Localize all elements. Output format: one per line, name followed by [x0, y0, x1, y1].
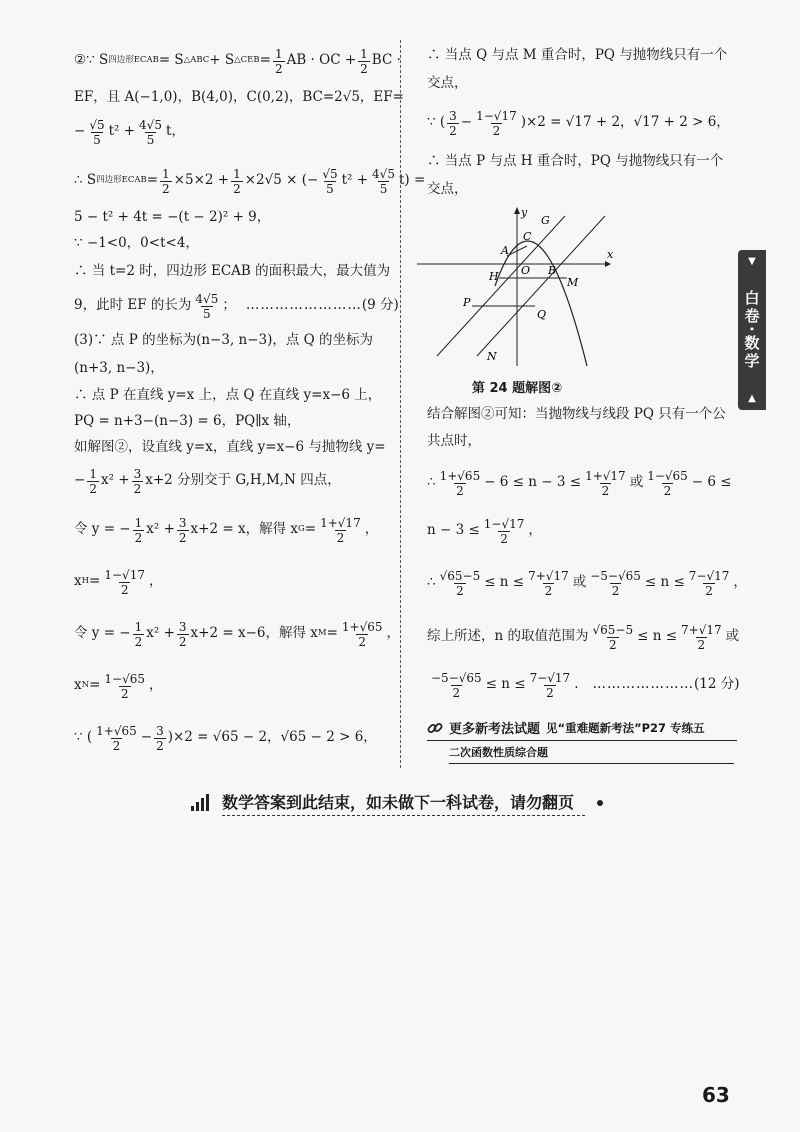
eq-part3-intro: (3)∵ 点 P 的坐标为(n−3, n−3)，点 Q 的坐标为: [74, 332, 374, 348]
parabola-curve: [495, 241, 587, 366]
score-label: (12 分): [693, 676, 740, 693]
dot-icon: [595, 798, 605, 808]
eq-area-sum: ②∵ S 四边形ECAB = S △ABC + S △CEB = $\frac{1}{2}$ AB · OC + $\frac{1}{2}$ BC ·: [74, 46, 401, 76]
fraction: $\frac{-5-√65}{2}$: [590, 568, 641, 598]
fraction: $\frac{4√5}{5}$: [139, 117, 162, 147]
eq-points: EF，且 A(−1,0)，B(4,0)，C(0,2)，BC=2√5，EF=: [74, 89, 404, 105]
eq-ef: − $\frac{√5}{5}$ t² + $\frac{4√5}{5}$ t，: [74, 117, 185, 147]
more-title: 更多新考法试题: [449, 722, 541, 737]
x-axis-arrow: [605, 261, 611, 267]
fraction: $\frac{3}{2}$: [449, 108, 457, 138]
eq-inequality-1: ∴ $\frac{1+√65}{2}$ − 6 ≤ n − 3 ≤ $\frac{1+√17}{2}$ 或 $\frac{1-√65}{2}$ − 6 ≤: [427, 468, 732, 498]
fraction: $\frac{3}{2}$: [178, 515, 187, 545]
figure-24-svg: [417, 206, 617, 371]
fraction: $\frac{3}{2}$: [156, 723, 164, 753]
eq-condition: ∵ −1<0，0<t<4，: [74, 235, 199, 251]
fraction: $\frac{1+√65}{2}$: [96, 723, 137, 753]
label-n: N: [487, 350, 497, 363]
y-axis-arrow: [514, 207, 520, 214]
eq-area-expand: ∴ S 四边形ECAB = $\frac{1}{2}$ ×5×2 + $\frac{1}{2}$ ×2√5 × (− $\frac{√5}{5}$ t² + $\frac{4√5}{5}$ t) =: [74, 166, 426, 196]
label-g: G: [541, 214, 550, 227]
eq-summary-2: $\frac{-5-√65}{2}$ ≤ n ≤ $\frac{7-√17}{2}$ . ………………… (12 分): [431, 670, 740, 700]
chevron-down-icon: ▼: [748, 256, 756, 267]
fraction: $\frac{1-√17}{2}$: [104, 567, 145, 597]
fraction: $\frac{7+√17}{2}$: [681, 622, 722, 652]
footer-notice: [190, 790, 605, 816]
figure-caption: 第 24 题解图②: [471, 381, 563, 396]
eq-compare-65: ∵ ( $\frac{1+√65}{2}$ − $\frac{3}{2}$ )×2 = √65 − 2，√65 − 2 > 6，: [74, 723, 377, 753]
fraction: $\frac{1}{2}$: [162, 166, 170, 196]
fraction: $\frac{1+√17}{2}$: [320, 515, 361, 545]
fraction: $\frac{√65-5}{2}$: [592, 622, 634, 652]
eq-q-m-coincide: ∴ 当点 Q 与点 M 重合时，PQ 与抛物线只有一个: [427, 47, 728, 63]
fraction: $\frac{7+√17}{2}$: [528, 568, 569, 598]
fraction: $\frac{3}{2}$: [178, 619, 187, 649]
score-label: (9 分): [361, 297, 399, 314]
eq-parabola: − $\frac{1}{2}$ x² + $\frac{3}{2}$ x+2 分别交于 G,H,M,N 四点，: [74, 466, 341, 496]
fraction: $\frac{1}{2}$: [134, 515, 143, 545]
fraction: $\frac{√65-5}{2}$: [439, 568, 481, 598]
more-questions-banner: [427, 718, 737, 741]
fraction: $\frac{1}{2}$: [89, 466, 97, 496]
label-q: Q: [537, 308, 547, 321]
fraction: $\frac{1+√17}{2}$: [585, 468, 626, 498]
fraction: $\frac{-5-√65}{2}$: [431, 670, 482, 700]
eq-xn: x N = $\frac{1-√65}{2}$ ，: [74, 671, 163, 701]
label-a: A: [501, 244, 509, 257]
label-o: O: [521, 264, 531, 277]
right-column: [427, 40, 747, 764]
eq-solve-m: 令 y = − $\frac{1}{2}$ x² + $\frac{3}{2}$ x+2 = x−6，解得 x M = $\frac{1+√65}{2}$ ，: [74, 619, 401, 649]
eq-lines: ∴ 点 P 在直线 y=x 上，点 Q 在直线 y=x−6 上，: [74, 387, 382, 403]
signal-bars-icon: [190, 794, 212, 812]
fraction: $\frac{1+√65}{2}$: [439, 468, 481, 498]
subject-side-tab: [738, 250, 766, 410]
fraction: $\frac{1-√17}{2}$: [483, 516, 525, 546]
fraction: $\frac{1-√17}{2}$: [476, 108, 517, 138]
eq-conclusion-intro: 结合解图②可知：当抛物线与线段 PQ 只有一个公: [427, 406, 726, 422]
fraction: $\frac{1+√65}{2}$: [341, 619, 383, 649]
label-h: H: [489, 270, 499, 283]
eq-q-coord: (n+3, n−3)，: [74, 360, 164, 376]
label-p: P: [463, 296, 471, 309]
fraction: $\frac{√5}{5}$: [322, 166, 338, 196]
column-divider: [400, 40, 401, 768]
fraction: $\frac{3}{2}$: [133, 466, 142, 496]
line-y-eq-x: [437, 216, 565, 356]
fraction: $\frac{1}{2}$: [274, 46, 283, 76]
fraction: $\frac{1}{2}$: [233, 166, 241, 196]
fraction: $\frac{4√5}{5}$: [372, 166, 395, 196]
left-column: [74, 40, 426, 762]
eq-max-statement: ∴ 当 t=2 时，四边形 ECAB 的面积最大，最大值为: [74, 263, 391, 279]
fraction: $\frac{7-√17}{2}$: [529, 670, 571, 700]
eq-fig-intro: 如解图②，设直线 y=x，直线 y=x−6 与抛物线 y=: [74, 439, 386, 455]
eq-vertex-form: 5 − t² + 4t = −(t − 2)² + 9，: [74, 209, 271, 225]
fraction: $\frac{4√5}{5}$: [195, 291, 219, 321]
fraction: $\frac{1}{2}$: [360, 46, 368, 76]
more-subtitle: 二次函数性质综合题: [449, 741, 734, 764]
eq-xh: x H = $\frac{1-√17}{2}$ ，: [74, 567, 163, 597]
label-c: C: [523, 230, 532, 243]
chevron-up-icon: ▲: [748, 392, 756, 404]
eq-one-intersection: 交点，: [427, 75, 468, 91]
eq-n-range: ∴ $\frac{√65-5}{2}$ ≤ n ≤ $\frac{7+√17}{2}$ 或 $\frac{-5-√65}{2}$ ≤ n ≤ $\frac{7-√17}{2}$ ，: [427, 568, 747, 598]
side-tab-label: 白卷·数学: [742, 289, 761, 371]
eq-ef-length: 9，此时 EF 的长为 $\frac{4√5}{5}$ ； …………………… (9 分): [74, 291, 399, 321]
more-ref: 见“重难题新考法”P27 专练五: [546, 720, 705, 735]
line-y-eq-x-minus-6: [477, 216, 605, 356]
fraction: $\frac{√5}{5}$: [89, 117, 105, 147]
label-b: B: [548, 264, 557, 277]
fraction: $\frac{1}{2}$: [134, 619, 143, 649]
fraction: $\frac{1-√65}{2}$: [104, 671, 145, 701]
eq-compare-17: ∵ ( $\frac{3}{2}$ − $\frac{1-√17}{2}$ )×2 = √17 + 2，√17 + 2 > 6，: [427, 108, 730, 138]
label-y: y: [521, 206, 528, 219]
eq-conclusion-intro-2: 共点时，: [427, 433, 481, 449]
label-m: M: [567, 276, 579, 289]
eq-one-intersection-2: 交点，: [427, 181, 468, 197]
page-number: 63: [702, 1083, 730, 1107]
footer-text: 数学答案到此结束，如未做下一科试卷，请勿翻页: [222, 790, 585, 816]
eq-summary: 综上所述，n 的取值范围为 $\frac{√65-5}{2}$ ≤ n ≤ $\frac{7+√17}{2}$ 或: [427, 622, 740, 652]
eq-pq-length: PQ = n+3−(n−3) = 6，PQ∥x 轴，: [74, 413, 301, 429]
eq-p-h-coincide: ∴ 当点 P 与点 H 重合时，PQ 与抛物线只有一个: [427, 153, 724, 169]
fraction: $\frac{7-√17}{2}$: [688, 568, 730, 598]
fraction: $\frac{1-√65}{2}$: [647, 468, 688, 498]
eq-solve-g: 令 y = − $\frac{1}{2}$ x² + $\frac{3}{2}$ x+2 = x，解得 x G = $\frac{1+√17}{2}$ ，: [74, 515, 379, 545]
label-x: x: [607, 248, 614, 261]
link-icon: [427, 720, 443, 736]
solution-figure: [417, 206, 737, 396]
eq-inequality-2: n − 3 ≤ $\frac{1-√17}{2}$ ，: [427, 516, 542, 546]
